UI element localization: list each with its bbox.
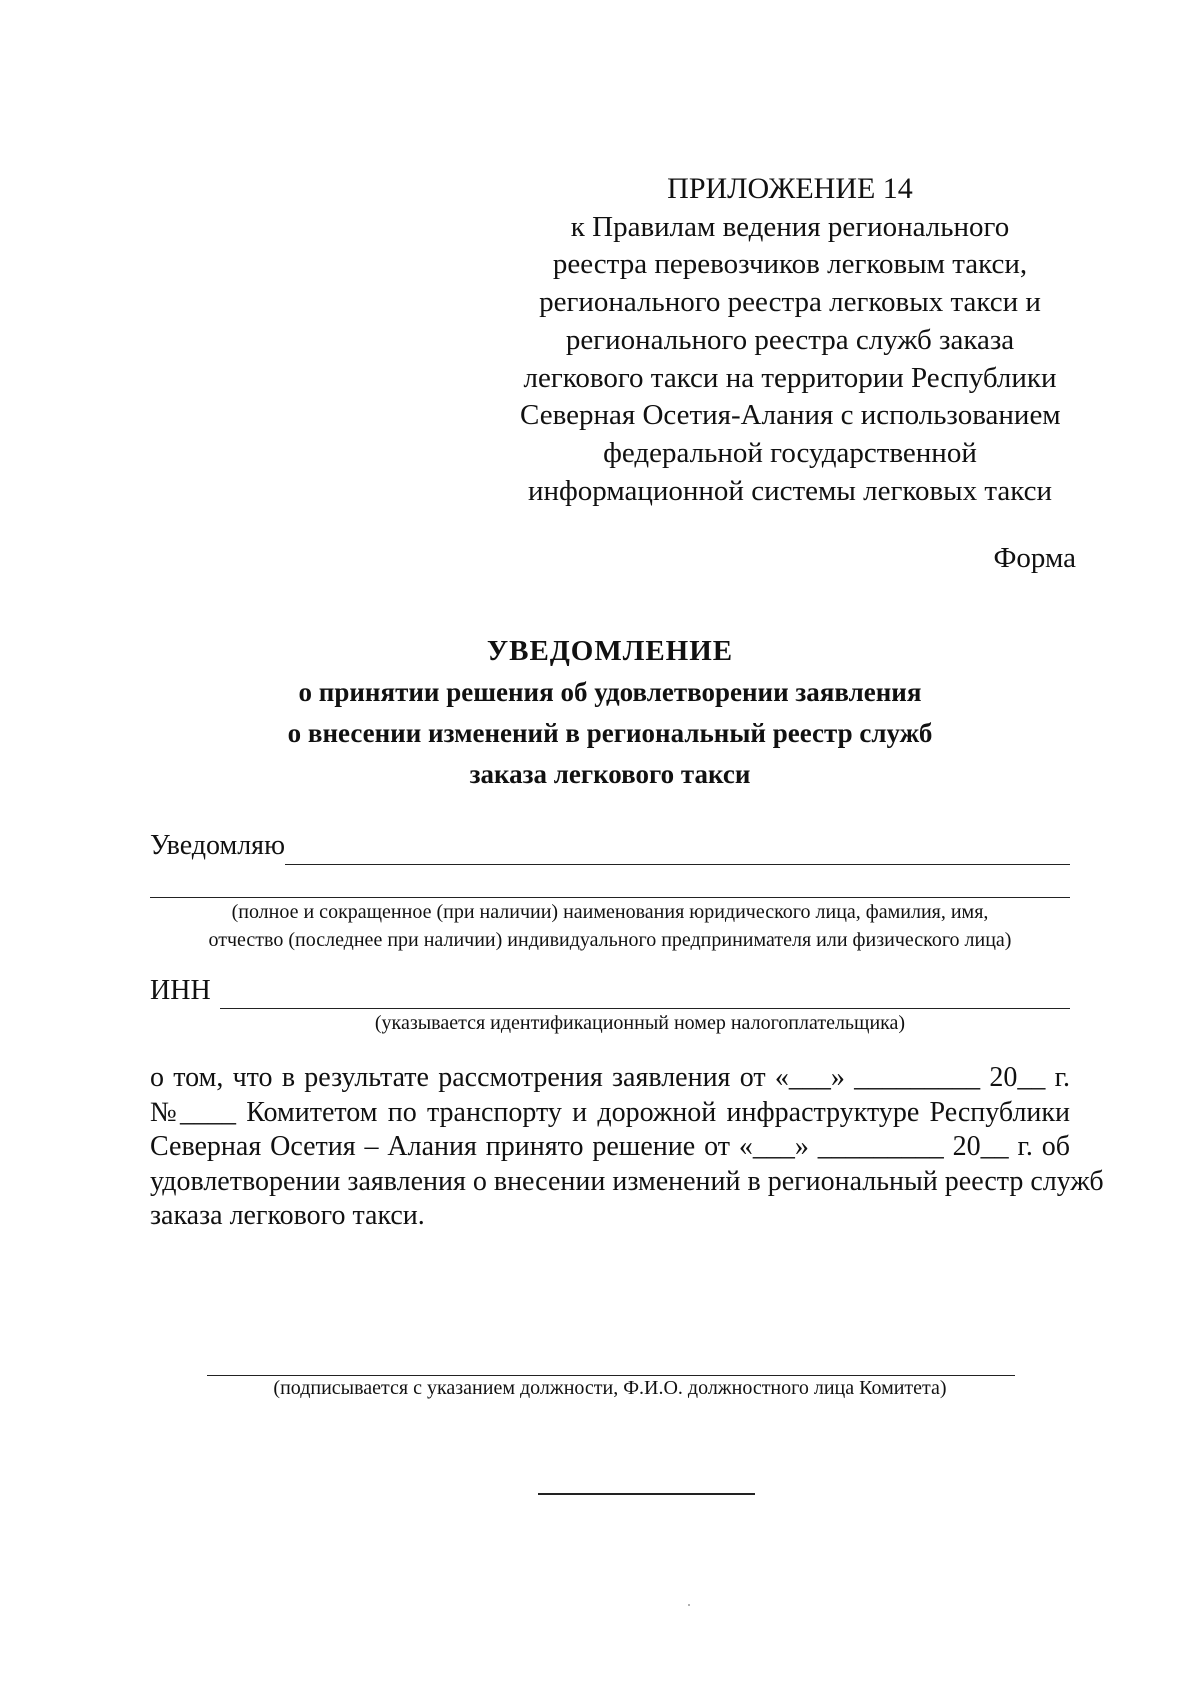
document-heading bbox=[150, 630, 1070, 795]
notify-caption-line: (полное и сокращенное (при наличии) наименования юридического лица, фамилия, имя, bbox=[231, 901, 989, 923]
body-paragraph bbox=[150, 1061, 1104, 1234]
appendix-title: ПРИЛОЖЕНИЕ 14 bbox=[667, 172, 913, 205]
appendix-line: регионального реестра легковых такси и bbox=[539, 286, 1041, 319]
appendix-block bbox=[520, 170, 1060, 510]
appendix-line: к Правилам ведения регионального bbox=[570, 210, 1010, 243]
closing-rule bbox=[538, 1493, 755, 1495]
inn-caption: (указывается идентификационный номер налогоплательщика) bbox=[374, 1012, 906, 1034]
signature-caption: (подписывается с указанием должности, Ф.И.О. должностного лица Комитета) bbox=[273, 1377, 947, 1399]
notify-label: Уведомляю bbox=[150, 830, 285, 861]
body-line: №____ Комитетом по транспорту и дорожной инфраструктуре Республики bbox=[150, 1096, 1070, 1128]
appendix-line: федеральной государственной bbox=[603, 436, 977, 469]
document-subtitle-line: о принятии решения об удовлетворении заявления bbox=[298, 677, 922, 707]
appendix-line: реестра перевозчиков легковым такси, bbox=[552, 248, 1028, 281]
form-label: Форма bbox=[993, 542, 1076, 574]
scan-artifact bbox=[688, 1604, 690, 1606]
notify-row bbox=[150, 830, 1070, 866]
signature-line bbox=[207, 1375, 1015, 1376]
notify-fill-line bbox=[285, 864, 1070, 865]
notify-caption-line: отчество (последнее при наличии) индивидуального предпринимателя или физического лица) bbox=[208, 929, 1012, 951]
appendix-line: регионального реестра служб заказа bbox=[565, 323, 1015, 356]
appendix-line: легкового такси на территории Республики bbox=[523, 361, 1057, 394]
body-line: о том, что в результате рассмотрения заявления от «___» _________ 20__ г. bbox=[150, 1062, 1070, 1093]
appendix-line: Северная Осетия-Алания с использованием bbox=[520, 399, 1061, 432]
document-subtitle-line: заказа легкового такси bbox=[469, 759, 751, 789]
body-last-line: заказа легкового такси. bbox=[150, 1200, 425, 1231]
document-title: УВЕДОМЛЕНИЕ bbox=[486, 635, 734, 667]
body-line: Северная Осетия – Алания принято решение от «___» _________ 20__ г. об bbox=[150, 1131, 1070, 1162]
body-line: удовлетворении заявления о внесении изменений в региональный реестр служб bbox=[150, 1165, 1104, 1197]
inn-label: ИНН bbox=[150, 975, 211, 1006]
appendix-line: информационной системы легковых такси bbox=[527, 474, 1053, 507]
document-subtitle-line: о внесении изменений в региональный реестр служб bbox=[287, 718, 933, 748]
